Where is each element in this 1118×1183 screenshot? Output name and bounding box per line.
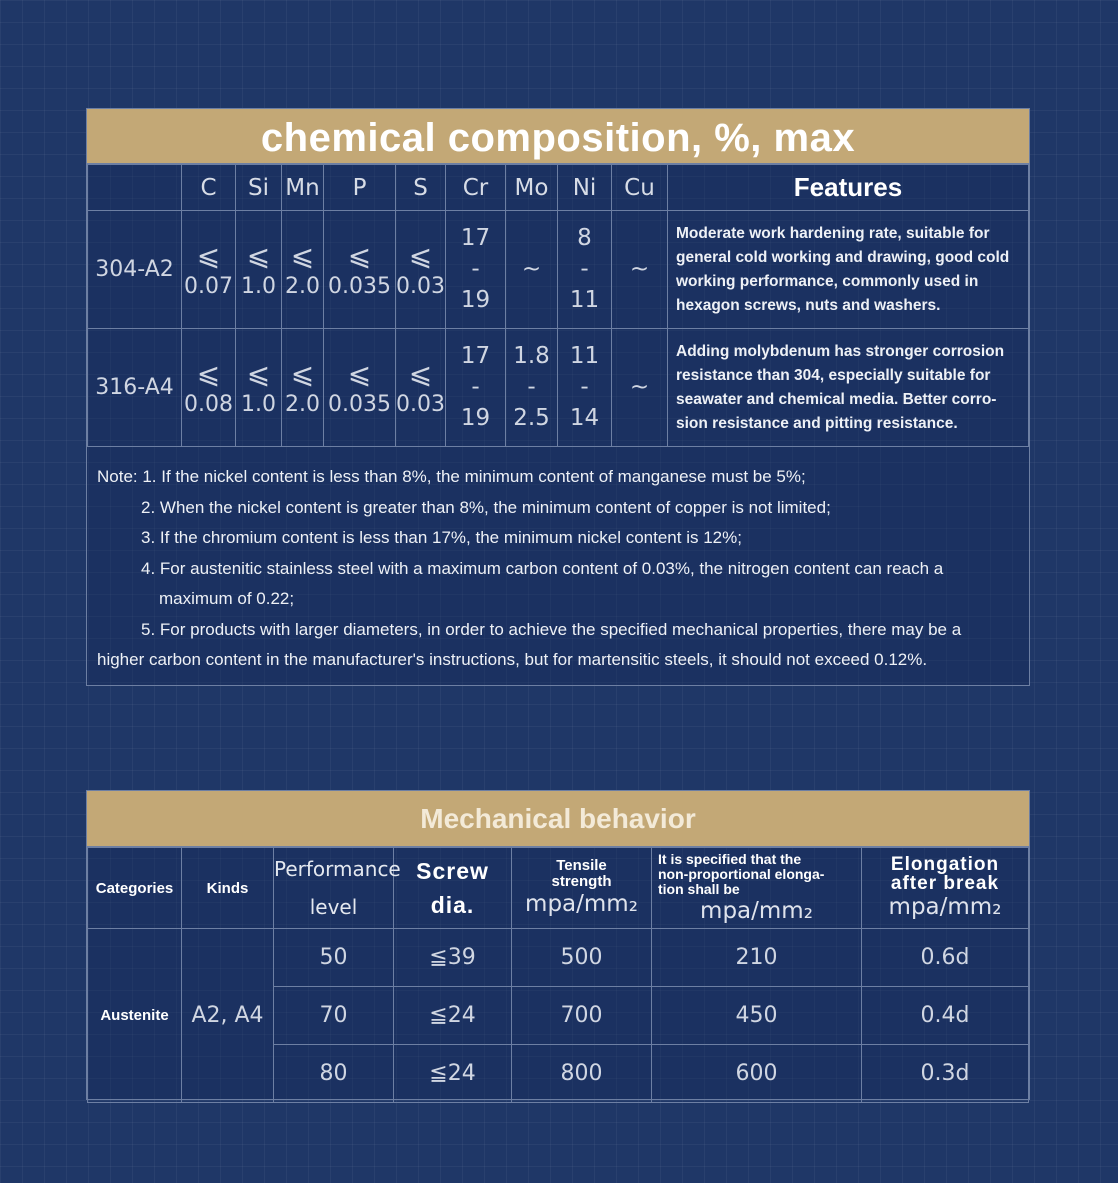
mo-range: 1.8 - 2.5 — [506, 329, 558, 447]
table-row — [88, 329, 1029, 447]
note-5-continued: higher carbon content in the manufacturer's instructions, but for martensitic steels, it should not exceed 0.12%. — [97, 650, 928, 669]
elongation-value: 0.3d — [862, 1045, 1029, 1103]
col-elongation-after-break: Elongation after break mpa/mm₂ — [862, 848, 1029, 929]
kinds-value: A2, A4 — [182, 929, 274, 1103]
col-cr: Cr — [446, 165, 506, 211]
ni-range: 8 - 11 — [558, 211, 612, 329]
col-cu: Cu — [612, 165, 668, 211]
col-s: S — [396, 165, 446, 211]
si-value: ⩽ 1.0 — [236, 329, 282, 447]
non-proportional-value: 210 — [652, 929, 862, 987]
screw-dia-value: ≦39 — [394, 929, 512, 987]
features-text: Moderate work hardening rate, suitable for general cold working and drawing, good cold working performance, commonly used in hexagon screws, nuts and washers. — [668, 211, 1029, 329]
mn-value: ⩽ 2.0 — [282, 211, 324, 329]
performance-level-value: 70 — [274, 987, 394, 1045]
note-2: 2. When the nickel content is greater than 8%, the minimum content of copper is not limited; — [141, 497, 831, 517]
s-value: ⩽ 0.03 — [396, 329, 446, 447]
cu-value: ~ — [612, 211, 668, 329]
col-tensile-strength: Tensile strength mpa/mm₂ — [512, 848, 652, 929]
si-value: ⩽ 1.0 — [236, 211, 282, 329]
col-si: Si — [236, 165, 282, 211]
c-value: ⩽ 0.07 — [182, 211, 236, 329]
s-value: ⩽ 0.03 — [396, 211, 446, 329]
col-performance-level: Performance level — [274, 848, 394, 929]
notes-section — [87, 447, 1029, 676]
col-screw-dia: Screw dia. — [394, 848, 512, 929]
cu-value: ~ — [612, 329, 668, 447]
col-ni: Ni — [558, 165, 612, 211]
p-value: ⩽ 0.035 — [324, 211, 396, 329]
non-proportional-value: 450 — [652, 987, 862, 1045]
cr-range: 17 - 19 — [446, 211, 506, 329]
mechanical-behavior-panel — [86, 790, 1030, 1100]
category-austenite: Austenite — [88, 929, 182, 1103]
note-4-continued: maximum of 0.22; — [159, 589, 295, 608]
grade-316-a4: 316-A4 — [88, 329, 182, 447]
mn-value: ⩽ 2.0 — [282, 329, 324, 447]
chemical-title: chemical composition, %, max — [87, 109, 1029, 164]
chemical-table — [87, 164, 1029, 447]
chemical-composition-panel — [86, 108, 1030, 686]
performance-level-value: 50 — [274, 929, 394, 987]
tensile-strength-value: 800 — [512, 1045, 652, 1103]
elongation-value: 0.4d — [862, 987, 1029, 1045]
note-4: 4. For austenitic stainless steel with a maximum carbon content of 0.03%, the nitrogen content can reach a — [141, 558, 944, 578]
p-value: ⩽ 0.035 — [324, 329, 396, 447]
grade-304-a2: 304-A2 — [88, 211, 182, 329]
col-p: P — [324, 165, 396, 211]
tensile-strength-value: 500 — [512, 929, 652, 987]
non-proportional-value: 600 — [652, 1045, 862, 1103]
col-kinds: Kinds — [182, 848, 274, 929]
col-c: C — [182, 165, 236, 211]
mo-value: ~ — [506, 211, 558, 329]
table-row — [88, 211, 1029, 329]
mechanical-title: Mechanical behavior — [87, 791, 1029, 847]
col-non-proportional-elongation: It is specified that the non-proportional elonga- tion shall be mpa/mm₂ — [652, 848, 862, 929]
col-categories: Categories — [88, 848, 182, 929]
col-features: Features — [668, 165, 1029, 211]
note-3: 3. If the chromium content is less than 17%, the minimum nickel content is 12%; — [141, 528, 742, 547]
performance-level-value: 80 — [274, 1045, 394, 1103]
features-text: Adding molybdenum has stronger corrosion resistance than 304, especially suitable for seawater and chemical media. Better corro-sion resistance and pitting resistance. — [668, 329, 1029, 447]
chemical-header-row — [88, 165, 1029, 211]
note-5: 5. For products with larger diameters, in order to achieve the specified mechanical properties, there may be a — [141, 619, 962, 639]
grade-header — [88, 165, 182, 211]
cr-range: 17 - 19 — [446, 329, 506, 447]
col-mn: Mn — [282, 165, 324, 211]
screw-dia-value: ≦24 — [394, 1045, 512, 1103]
col-mo: Mo — [506, 165, 558, 211]
mechanical-table — [87, 847, 1029, 1103]
c-value: ⩽ 0.08 — [182, 329, 236, 447]
screw-dia-value: ≦24 — [394, 987, 512, 1045]
table-row — [88, 929, 1029, 987]
tensile-strength-value: 700 — [512, 987, 652, 1045]
mechanical-header-row — [88, 848, 1029, 929]
elongation-value: 0.6d — [862, 929, 1029, 987]
note-1: Note: 1. If the nickel content is less than 8%, the minimum content of manganese must be 5%; — [97, 467, 806, 486]
ni-range: 11 - 14 — [558, 329, 612, 447]
